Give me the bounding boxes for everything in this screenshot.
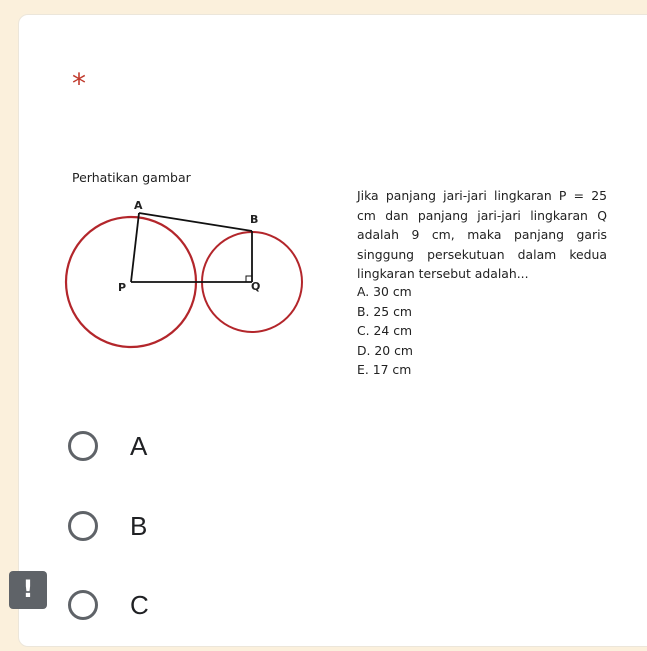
option-b[interactable] [68, 506, 147, 546]
option-label: B [130, 510, 148, 541]
choice-c: C. 24 cm [357, 323, 413, 338]
label-p: P [118, 281, 127, 294]
option-label: C [130, 589, 149, 620]
geometry-figure [64, 164, 354, 386]
exclamation-icon[interactable]: ! [9, 571, 47, 609]
label-b: B [250, 213, 259, 226]
line-ap [131, 213, 139, 282]
choice-a: A. 30 cm [357, 284, 412, 299]
question-title: Perhatikan gambar [72, 170, 191, 185]
question-image [64, 164, 612, 386]
option-label: A [130, 430, 148, 461]
question-text: Jika panjang jari-jari lingkaran P = 25 cm dan panjang jari-jari lingkaran Q adalah 9 cm, maka panjang garis singgung persekutuan dalam kedua lingkaran tersebut adalah... [357, 188, 607, 281]
option-a[interactable] [68, 426, 147, 466]
choice-d: D. 20 cm [357, 342, 414, 358]
choice-b: B. 25 cm [357, 303, 412, 319]
required-asterisk: * [72, 67, 86, 100]
option-c[interactable] [68, 585, 149, 625]
label-a: A [134, 199, 143, 212]
choice-e: E. 17 cm [357, 362, 412, 377]
question-choices [357, 282, 607, 380]
radio-circle-icon[interactable] [68, 511, 98, 541]
label-q: Q [251, 280, 261, 293]
radio-circle-icon[interactable] [68, 590, 98, 620]
radio-circle-icon[interactable] [68, 431, 98, 461]
